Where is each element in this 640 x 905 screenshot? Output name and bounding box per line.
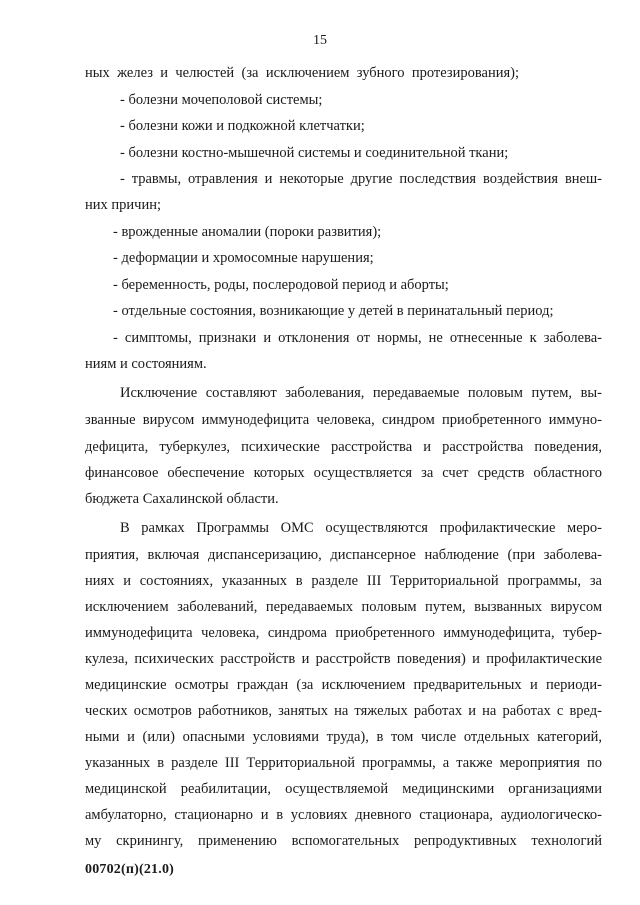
- list-item: - беременность, роды, послеродовой период и аборты;: [113, 277, 449, 293]
- paragraph-line: званные вирусом иммунодефицита человека, синдром приобретенного иммуно-: [85, 412, 602, 428]
- paragraph-line: ными и (или) опасными условиями труда), в том числе отдельных категорий,: [85, 729, 602, 745]
- paragraph-line: Исключение составляют заболевания, передаваемые половым путем, вы-: [120, 385, 602, 401]
- paragraph-line: медицинской реабилитации, осуществляемой медицинскими организациями: [85, 781, 602, 797]
- paragraph-line: указанных в разделе III Территориальной программы, а также мероприятия по: [85, 755, 602, 771]
- paragraph-line: приятия, включая диспансеризацию, диспансерное наблюдение (при заболева-: [85, 547, 602, 563]
- paragraph-line: исключением заболеваний, передаваемых половым путем, вызванных вирусом: [85, 599, 602, 615]
- text-line: ниям и состояниям.: [85, 356, 207, 372]
- page-number: 15: [313, 33, 327, 48]
- list-item: - отдельные состояния, возникающие у детей в перинатальный период;: [113, 303, 554, 319]
- list-item: - болезни костно-мышечной системы и соединительной ткани;: [120, 145, 509, 161]
- paragraph-line: ниях и состояниях, указанных в разделе III Территориальной программы, за: [85, 573, 602, 589]
- paragraph-line: финансовое обеспечение которых осуществляется за счет средств областного: [85, 465, 602, 481]
- list-item: - деформации и хромосомные нарушения;: [113, 250, 374, 266]
- paragraph-line: ческих осмотров работников, занятых на тяжелых работах и на работах с вред-: [85, 703, 602, 719]
- paragraph-line: амбулаторно, стационарно и в условиях дневного стационара, аудиологическо-: [85, 807, 602, 823]
- list-item: - болезни кожи и подкожной клетчатки;: [120, 118, 365, 134]
- list-item: - болезни мочеполовой системы;: [120, 92, 323, 108]
- text-line: ных желез и челюстей (за исключением зубного протезирования);: [85, 65, 519, 81]
- paragraph-line: дефицита, туберкулез, психические расстройства и расстройства поведения,: [85, 439, 602, 455]
- paragraph-line: му скринингу, применению вспомогательных репродуктивных технологий: [85, 833, 602, 849]
- footer-document-code: 00702(п)(21.0): [85, 862, 175, 877]
- paragraph-line: иммунодефицита человека, синдрома приобретенного иммунодефицита, тубер-: [85, 625, 602, 641]
- paragraph-line: бюджета Сахалинской области.: [85, 491, 279, 507]
- text-line: них причин;: [85, 197, 162, 213]
- list-item: - травмы, отравления и некоторые другие последствия воздействия внеш-: [120, 171, 602, 187]
- list-item: - врожденные аномалии (пороки развития);: [113, 224, 382, 240]
- paragraph-line: кулеза, психических расстройств и расстройств поведения) и профилактические: [85, 651, 602, 667]
- paragraph-line: В рамках Программы ОМС осуществляются профилактические меро-: [120, 520, 602, 536]
- list-item: - симптомы, признаки и отклонения от нормы, не отнесенные к заболева-: [113, 330, 602, 346]
- paragraph-line: медицинские осмотры граждан (за исключением предварительных и периоди-: [85, 677, 602, 693]
